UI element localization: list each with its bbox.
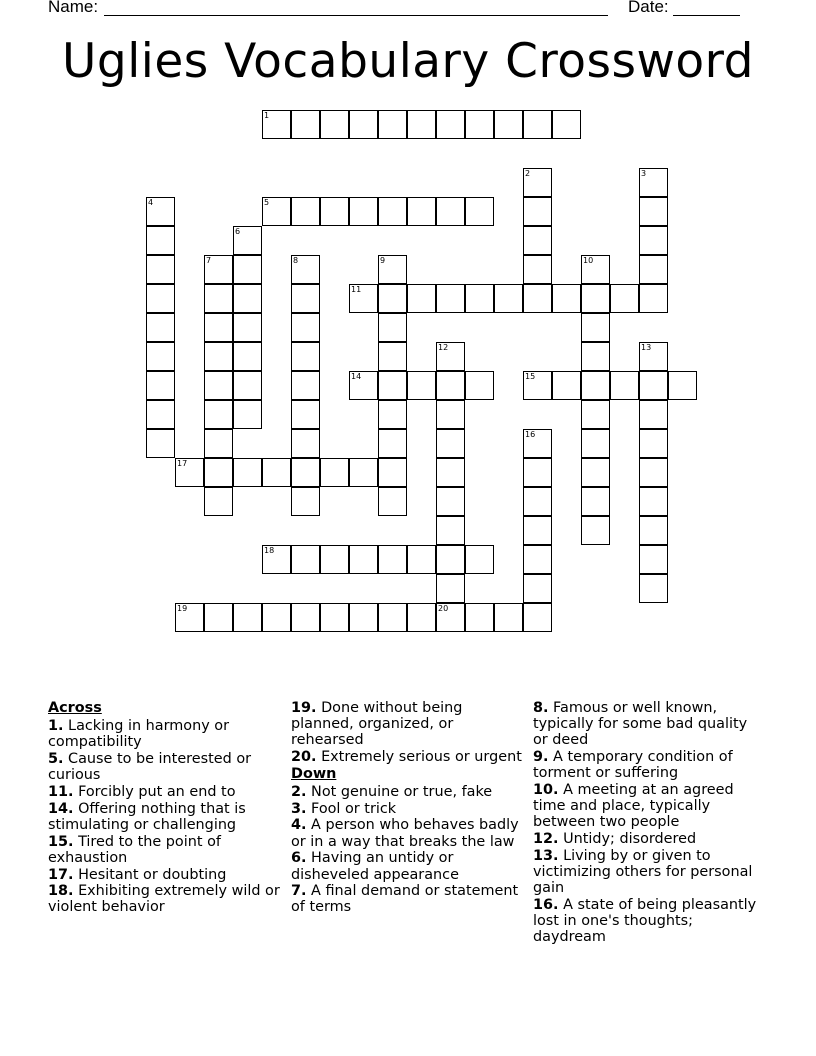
clue-item-text: Fool or trick (306, 800, 397, 817)
clue-item (291, 817, 523, 849)
crossword-cell[interactable] (639, 284, 668, 313)
crossword-cell[interactable] (581, 371, 610, 400)
clue-number: 10 (583, 256, 594, 265)
crossword-cell[interactable] (407, 603, 436, 632)
crossword-cell[interactable] (291, 603, 320, 632)
crossword-cell[interactable] (204, 255, 233, 284)
crossword-cell[interactable] (378, 284, 407, 313)
clue-column-1 (48, 700, 280, 916)
crossword-cell[interactable] (291, 545, 320, 574)
clue-item-number: 6. (291, 850, 307, 867)
crossword-cell[interactable] (204, 313, 233, 342)
clue-number: 11 (351, 285, 362, 294)
clue-item-text: Famous or well known, typically for some bad quality or deed (533, 700, 748, 749)
crossword-cell[interactable] (523, 371, 552, 400)
down-clue-list-continued (533, 700, 765, 946)
clue-item-number: 7. (291, 883, 307, 900)
clue-item-text: A meeting at an agreed time and place, typically between two people (533, 782, 734, 831)
crossword-cell[interactable] (581, 458, 610, 487)
crossword-cell[interactable] (233, 458, 262, 487)
crossword-cell[interactable] (349, 603, 378, 632)
clue-item-text: Tired to the point of exhaustion (48, 833, 221, 866)
clue-item-text: Hesitant or doubting (73, 866, 227, 883)
crossword-cell[interactable] (494, 284, 523, 313)
clue-number: 7 (206, 256, 212, 265)
crossword-cell[interactable] (639, 342, 668, 371)
clue-item-number: 18. (48, 883, 74, 900)
clue-number: 3 (641, 169, 647, 178)
clue-item-number: 1. (48, 718, 64, 735)
crossword-cell[interactable] (204, 458, 233, 487)
crossword-cell[interactable] (233, 284, 262, 313)
clue-number: 16 (525, 430, 536, 439)
crossword-cell[interactable] (378, 545, 407, 574)
crossword-cell[interactable] (378, 313, 407, 342)
clue-item-number: 5. (48, 751, 64, 768)
clue-number: 20 (438, 604, 449, 613)
crossword-cell[interactable] (639, 516, 668, 545)
crossword-cell[interactable] (668, 371, 697, 400)
clue-number: 14 (351, 372, 362, 381)
crossword-cell[interactable] (146, 284, 175, 313)
across-clue-list (48, 718, 280, 915)
crossword-cell[interactable] (523, 603, 552, 632)
clue-item-text: Extremely serious or urgent (316, 749, 522, 766)
crossword-cell[interactable] (233, 400, 262, 429)
clue-item-number: 13. (533, 847, 559, 864)
crossword-cell[interactable] (378, 197, 407, 226)
crossword-cell[interactable] (639, 574, 668, 603)
crossword-cell[interactable] (436, 429, 465, 458)
crossword-cell[interactable] (262, 603, 291, 632)
clue-item-number: 20. (291, 749, 317, 766)
clue-item-number: 11. (48, 784, 74, 801)
crossword-cell[interactable] (262, 197, 291, 226)
crossword-cell[interactable] (291, 371, 320, 400)
crossword-cell[interactable] (552, 371, 581, 400)
clue-item-number: 2. (291, 784, 307, 801)
crossword-cell[interactable] (146, 400, 175, 429)
crossword-cell[interactable] (639, 255, 668, 284)
clue-item (533, 700, 765, 749)
clue-item (291, 883, 523, 915)
crossword-cell[interactable] (349, 110, 378, 139)
clue-item-number: 19. (291, 700, 317, 716)
crossword-cell[interactable] (581, 342, 610, 371)
crossword-cell[interactable] (436, 342, 465, 371)
clue-number: 4 (148, 198, 154, 207)
crossword-cell[interactable] (291, 255, 320, 284)
clue-item-text: Offering nothing that is stimulating or challenging (48, 800, 246, 833)
crossword-cell[interactable] (436, 110, 465, 139)
clue-column-3 (533, 700, 765, 946)
clue-item-text: Exhibiting extremely wild or violent behavior (48, 883, 280, 916)
crossword-cell[interactable] (465, 110, 494, 139)
crossword-cell[interactable] (523, 574, 552, 603)
name-label: Name: (48, 0, 99, 16)
crossword-cell[interactable] (291, 429, 320, 458)
crossword-cell[interactable] (204, 603, 233, 632)
crossword-cell[interactable] (233, 226, 262, 255)
crossword-cell[interactable] (523, 284, 552, 313)
crossword-cell[interactable] (291, 487, 320, 516)
crossword-cell[interactable] (436, 516, 465, 545)
crossword-cell[interactable] (204, 284, 233, 313)
clue-item (533, 897, 765, 946)
crossword-cell[interactable] (407, 371, 436, 400)
crossword-cell[interactable] (581, 313, 610, 342)
clue-item (48, 883, 280, 915)
clue-item-text: Cause to be interested or curious (48, 751, 252, 784)
clue-item (48, 867, 280, 883)
crossword-cell[interactable] (523, 255, 552, 284)
crossword-cell[interactable] (581, 284, 610, 313)
crossword-cell[interactable] (639, 429, 668, 458)
crossword-cell[interactable] (349, 545, 378, 574)
crossword-cell[interactable] (465, 284, 494, 313)
crossword-cell[interactable] (465, 545, 494, 574)
crossword-cell[interactable] (639, 168, 668, 197)
clue-number: 17 (177, 459, 188, 468)
crossword-cell[interactable] (175, 458, 204, 487)
crossword-cell[interactable] (146, 429, 175, 458)
crossword-cell[interactable] (378, 110, 407, 139)
crossword-cell[interactable] (204, 342, 233, 371)
clue-item-number: 14. (48, 800, 74, 817)
clue-item (48, 834, 280, 866)
clue-item-text: Done without being planned, organized, or rehearsed (291, 700, 463, 749)
clue-number: 5 (264, 198, 270, 207)
crossword-cell[interactable] (291, 342, 320, 371)
crossword-cell[interactable] (349, 458, 378, 487)
clue-number: 6 (235, 227, 241, 236)
across-heading: Across (48, 700, 102, 716)
crossword-cell[interactable] (407, 545, 436, 574)
crossword-cell[interactable] (581, 400, 610, 429)
crossword-cell[interactable] (175, 603, 204, 632)
crossword-cell[interactable] (378, 429, 407, 458)
clue-item (48, 751, 280, 783)
crossword-cell[interactable] (581, 516, 610, 545)
clue-item (48, 784, 280, 800)
clue-number: 8 (293, 256, 299, 265)
crossword-cell[interactable] (291, 197, 320, 226)
down-heading: Down (291, 765, 337, 782)
crossword-cell[interactable] (610, 284, 639, 313)
clue-item-number: 10. (533, 782, 559, 799)
crossword-cell[interactable] (407, 284, 436, 313)
crossword-cell[interactable] (262, 110, 291, 139)
clue-item (291, 700, 523, 749)
crossword-cell[interactable] (494, 110, 523, 139)
crossword-cell[interactable] (465, 371, 494, 400)
crossword-cell[interactable] (146, 371, 175, 400)
crossword-cell[interactable] (291, 400, 320, 429)
clue-item-text: A person who behaves badly or in a way that breaks the law (291, 817, 519, 850)
crossword-cell[interactable] (407, 197, 436, 226)
crossword-cell[interactable] (581, 487, 610, 516)
clue-item (291, 801, 523, 817)
clue-item (533, 831, 765, 847)
crossword-cell[interactable] (494, 603, 523, 632)
crossword-cell[interactable] (407, 110, 436, 139)
crossword-cell[interactable] (639, 371, 668, 400)
clue-item-number: 15. (48, 833, 74, 850)
crossword-cell[interactable] (610, 371, 639, 400)
clue-item-number: 9. (533, 749, 549, 766)
clue-item (533, 848, 765, 897)
clue-number: 2 (525, 169, 531, 178)
crossword-cell[interactable] (523, 110, 552, 139)
crossword-cell[interactable] (436, 603, 465, 632)
crossword-cell[interactable] (523, 429, 552, 458)
clue-item-text: A state of being pleasantly lost in one's thoughts; daydream (533, 896, 757, 946)
crossword-cell[interactable] (204, 487, 233, 516)
crossword-cell[interactable] (146, 342, 175, 371)
clue-item (291, 749, 523, 765)
crossword-cell[interactable] (436, 197, 465, 226)
crossword-cell[interactable] (146, 255, 175, 284)
crossword-cell[interactable] (262, 458, 291, 487)
crossword-cell[interactable] (146, 226, 175, 255)
clue-column-2 (291, 700, 523, 916)
clue-number: 18 (264, 546, 275, 555)
crossword-cell[interactable] (262, 545, 291, 574)
crossword-cell[interactable] (436, 487, 465, 516)
crossword-cell[interactable] (233, 342, 262, 371)
crossword-cell[interactable] (436, 574, 465, 603)
clue-item-text: Untidy; disordered (558, 831, 697, 848)
crossword-cell[interactable] (639, 458, 668, 487)
clue-item-text: Having an untidy or disheveled appearance (291, 850, 459, 883)
across-clue-list-continued (291, 700, 523, 765)
crossword-cell[interactable] (349, 197, 378, 226)
crossword-cell[interactable] (320, 603, 349, 632)
crossword-cell[interactable] (639, 400, 668, 429)
crossword-cell[interactable] (378, 400, 407, 429)
crossword-cell[interactable] (233, 371, 262, 400)
clue-number: 13 (641, 343, 652, 352)
crossword-cell[interactable] (639, 545, 668, 574)
clue-item-number: 3. (291, 800, 307, 817)
crossword-cell[interactable] (465, 603, 494, 632)
crossword-cell[interactable] (204, 400, 233, 429)
clue-item-number: 4. (291, 817, 307, 834)
clue-item-number: 12. (533, 831, 559, 848)
crossword-cell[interactable] (204, 371, 233, 400)
clue-item (291, 850, 523, 882)
crossword-cell[interactable] (349, 284, 378, 313)
clue-item (48, 801, 280, 833)
crossword-cell[interactable] (233, 313, 262, 342)
clue-item-text: Forcibly put an end to (73, 784, 236, 801)
crossword-cell[interactable] (291, 110, 320, 139)
clue-number: 1 (264, 111, 270, 120)
clue-item (48, 718, 280, 750)
crossword-cell[interactable] (378, 487, 407, 516)
crossword-cell[interactable] (320, 197, 349, 226)
crossword-cell[interactable] (233, 255, 262, 284)
crossword-cell[interactable] (233, 603, 262, 632)
clue-item-number: 8. (533, 700, 549, 716)
crossword-cell[interactable] (523, 458, 552, 487)
down-clue-list (291, 784, 523, 916)
crossword-cell[interactable] (378, 371, 407, 400)
crossword-cell[interactable] (552, 284, 581, 313)
clue-number: 9 (380, 256, 386, 265)
clue-item-number: 16. (533, 896, 559, 913)
crossword-cell[interactable] (465, 197, 494, 226)
crossword-cell[interactable] (523, 226, 552, 255)
crossword-cell[interactable] (436, 371, 465, 400)
crossword-cell[interactable] (378, 342, 407, 371)
crossword-cell[interactable] (552, 110, 581, 139)
crossword-cell[interactable] (320, 110, 349, 139)
crossword-cell[interactable] (378, 603, 407, 632)
crossword-cell[interactable] (581, 255, 610, 284)
crossword-cell[interactable] (436, 545, 465, 574)
crossword-cell[interactable] (436, 400, 465, 429)
crossword-cell[interactable] (639, 197, 668, 226)
crossword-cell[interactable] (146, 313, 175, 342)
crossword-cell[interactable] (378, 458, 407, 487)
crossword-cell[interactable] (436, 458, 465, 487)
crossword-cell[interactable] (320, 545, 349, 574)
crossword-cell[interactable] (204, 429, 233, 458)
clue-item (533, 782, 765, 831)
clue-item-text: A final demand or statement of terms (291, 883, 519, 916)
crossword-cell[interactable] (523, 545, 552, 574)
date-label: Date: (628, 0, 669, 16)
clue-item-text: Lacking in harmony or compatibility (48, 718, 230, 751)
crossword-cell[interactable] (639, 487, 668, 516)
crossword-cell[interactable] (291, 284, 320, 313)
crossword-cell[interactable] (291, 313, 320, 342)
clue-item (533, 749, 765, 781)
clue-item (291, 784, 523, 800)
clue-number: 19 (177, 604, 188, 613)
crossword-cell[interactable] (349, 371, 378, 400)
crossword-cell[interactable] (639, 226, 668, 255)
page-title: Uglies Vocabulary Crossword (61, 34, 755, 89)
crossword-cell[interactable] (581, 429, 610, 458)
crossword-cell[interactable] (436, 284, 465, 313)
crossword-cell[interactable] (523, 487, 552, 516)
clue-item-text: A temporary condition of torment or suffering (533, 749, 733, 782)
crossword-cell[interactable] (523, 197, 552, 226)
clue-item-text: Not genuine or true, fake (306, 784, 493, 801)
clue-item-number: 17. (48, 866, 74, 883)
crossword-cell[interactable] (523, 516, 552, 545)
clue-number: 15 (525, 372, 536, 381)
clue-item-text: Living by or given to victimizing others for personal gain (533, 847, 753, 897)
clue-number: 12 (438, 343, 449, 352)
crossword-cell[interactable] (291, 458, 320, 487)
crossword-cell[interactable] (146, 197, 175, 226)
crossword-cell[interactable] (378, 255, 407, 284)
crossword-cell[interactable] (523, 168, 552, 197)
crossword-cell[interactable] (320, 458, 349, 487)
